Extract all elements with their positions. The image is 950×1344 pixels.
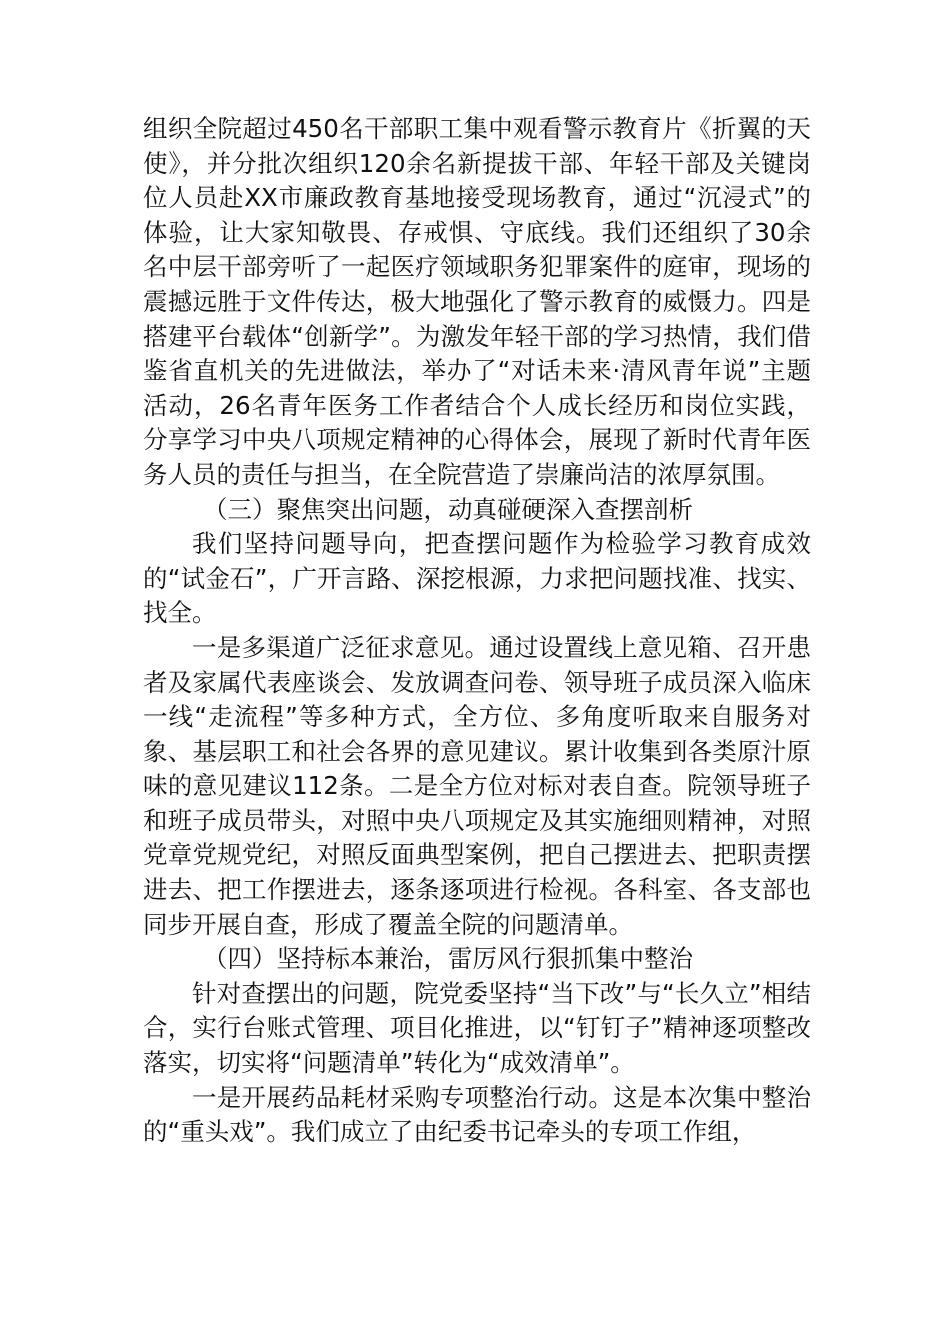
section-heading-four: （四）坚持标本兼治，雷厉风行狠抓集中整治 bbox=[203, 944, 693, 974]
paragraph-opinion-collection: 一是多渠道广泛征求意见。通过设置线上意见箱、召开患者及家属代表座谈会、发放调查问卷、领导班子成员深入临床一线“走流程”等多种方式，全方位、多角度听取来自服务对象、基层职工和社会各界的意见建议。累计收集到各类原汁原味的意见建议112条。二是全方位对标对表自查。院领导班子和班子成员带头，对照中央八项规定及其实施细则精神，对照党章党规党纪，对照反面典型案例，把自己摆进去、把职责摆进去、把工作摆进去，逐条逐项进行检视。各科室、各支部也同步开展自查，形成了覆盖全院的问题清单。 bbox=[143, 632, 811, 939]
paragraph-procurement-action: 一是开展药品耗材采购专项整治行动。这是本次集中整治的“重头戏”。我们成立了由纪委书记牵头的专项工作组， bbox=[143, 1082, 811, 1147]
section-heading-three: （三）聚焦突出问题，动真碰硬深入查摆剖析 bbox=[203, 494, 693, 524]
paragraph-rectification: 针对查摆出的问题，院党委坚持“当下改”与“长久立”相结合，实行台账式管理、项目化推进，以“钉钉子”精神逐项整改落实，切实将“问题清单”转化为“成效清单”。 bbox=[143, 978, 811, 1078]
paragraph-warning-education: 组织全院超过450名干部职工集中观看警示教育片《折翼的天使》，并分批次组织120余名新提拔干部、年轻干部及关键岗位人员赴XX市廉政教育基地接受现场教育，通过“沉浸式”的体验，让大家知敬畏、存戒惧、守底线。我们还组织了30余名中层干部旁听了一起医疗领域职务犯罪案件的庭审，现场的震撼远胜于文件传达，极大地强化了警示教育的威慑力。四是搭建平台载体“创新学”。为激发年轻干部的学习热情，我们借鉴省直机关的先进做法，举办了“对话未来·清风青年说”主题活动，26名青年医务工作者结合个人成长经历和岗位实践，分享学习中央八项规定精神的心得体会，展现了新时代青年医务人员的责任与担当，在全院营造了崇廉尚洁的浓厚氛围。 bbox=[143, 114, 811, 489]
document-body bbox=[143, 112, 811, 1150]
paragraph-problem-orientation: 我们坚持问题导向，把查摆问题作为检验学习教育成效的“试金石”，广开言路、深挖根源，力求把问题找准、找实、找全。 bbox=[143, 529, 811, 628]
